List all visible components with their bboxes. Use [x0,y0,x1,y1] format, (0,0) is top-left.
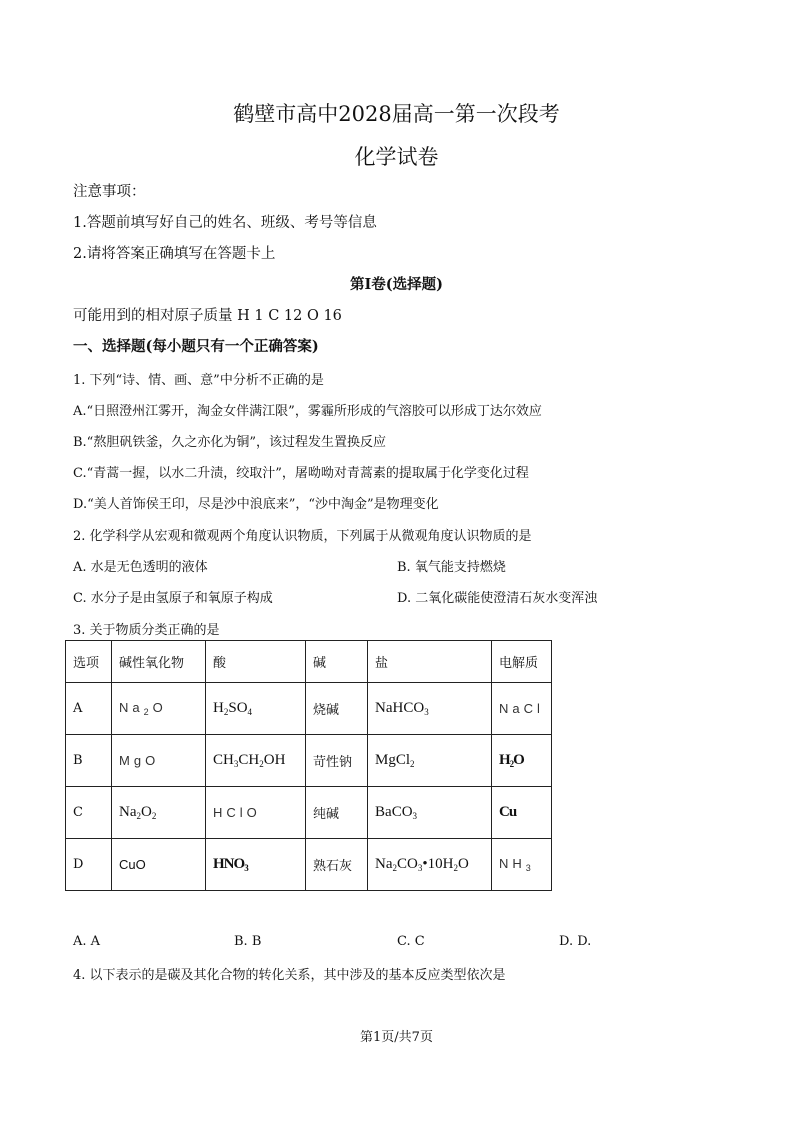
header-base: 碱 [306,641,368,683]
cell-salt: BaCO$_3$ [368,787,492,839]
page-footer: 第1页/共7页 [360,1030,433,1045]
row-option: D [66,839,112,891]
row-option: A [66,683,112,735]
header-option: 选项 [66,641,112,683]
q3-stem: 3. 关于物质分类正确的是 [73,623,220,638]
table-row [66,735,552,787]
cell-acid: $HNO_3$ [206,839,306,891]
q1-option-c: C.“青蒿一握，以水二升渍，绞取汁”，屠呦呦对青蒿素的提取属于化学变化过程 [73,466,529,481]
header-acid: 酸 [206,641,306,683]
cell-basic-oxide: CuO [112,839,206,891]
q3-answer-d: D. D. [559,934,592,949]
table-row [66,839,552,891]
cell-acid: $H_2SO_4$ [206,683,306,735]
q2-option-b: B. 氧气能支持燃烧 [397,560,506,575]
q2-option-c: C. 水分子是由氢原子和氧原子构成 [73,591,273,606]
table-row [66,683,552,735]
cell-salt: MgCl$_2$ [368,735,492,787]
cell-basic-oxide: MgO [112,735,206,787]
notes-heading: 注意事项： [73,184,146,200]
q3-answer-b: B. B [234,934,262,949]
cell-acid: HClO [206,787,306,839]
exam-title: 鹤壁市高中2028届高一第一次段考 [233,102,560,126]
q2-option-a: A. 水是无色透明的液体 [73,560,208,575]
cell-base: 烧碱 [306,683,368,735]
row-option: C [66,787,112,839]
header-electrolyte: 电解质 [492,641,552,683]
table-header-row [66,641,552,683]
section-heading: 第I卷(选择题) [349,276,443,293]
cell-acid: $CH_3CH_2OH$ [206,735,306,787]
header-basic-oxide: 碱性氧化物 [112,641,206,683]
q1-option-b: B.“熬胆矾铁釜，久之亦化为铜”，该过程发生置换反应 [73,435,386,450]
cell-salt: NaHCO$_3$ [368,683,492,735]
atomic-mass-line: 可能用到的相对原子质量 H 1 C 12 O 16 [73,308,342,324]
cell-electrolyte: Cu [492,787,552,839]
cell-base: 苛性钠 [306,735,368,787]
cell-electrolyte: $H_2O$ [492,735,552,787]
exam-subtitle: 化学试卷 [354,145,439,169]
cell-basic-oxide: $Na_2O_2$ [112,787,206,839]
header-salt: 盐 [368,641,492,683]
notes-item-1: 1.答题前填写好自己的姓名、班级、考号等信息 [73,215,377,231]
q2-option-d: D. 二氧化碳能使澄清石灰水变浑浊 [397,591,598,606]
q3-answer-a: A. A [73,934,101,949]
part-heading: 一、选择题(每小题只有一个正确答案) [73,338,319,355]
row-option: B [66,735,112,787]
notes-item-2: 2.请将答案正确填写在答题卡上 [73,246,276,262]
cell-electrolyte: $NH_3$ [492,839,552,891]
q1-stem: 1. 下列“诗、情、画、意”中分析不正确的是 [73,373,324,388]
classification-table [65,640,552,891]
cell-electrolyte: NaCl [492,683,552,735]
cell-base: 熟石灰 [306,839,368,891]
q2-stem: 2. 化学科学从宏观和微观两个角度认识物质，下列属于从微观角度认识物质的是 [73,529,532,544]
table-row [66,787,552,839]
cell-basic-oxide: $Na_2O$ [112,683,206,735]
cell-base: 纯碱 [306,787,368,839]
q4-stem: 4. 以下表示的是碳及其化合物的转化关系，其中涉及的基本反应类型依次是 [73,968,506,983]
q3-answer-c: C. C [397,934,425,949]
q1-option-d: D.“美人首饰侯王印，尽是沙中浪底来”，“沙中淘金”是物理变化 [73,497,439,512]
q1-option-a: A.“日照澄州江雾开，淘金女伴满江限”，雾霾所形成的气溶胶可以形成丁达尔效应 [73,404,542,419]
cell-salt: $Na_2CO_3•10H_2O$ [368,839,492,891]
